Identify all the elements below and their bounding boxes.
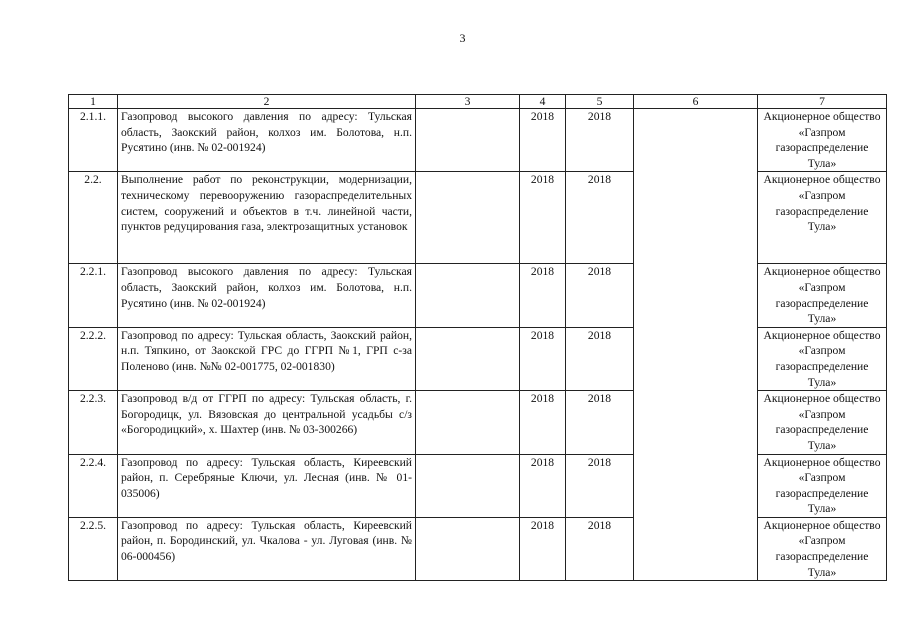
row-description: Газопровод высокого давления по адресу: Тульская область, Заокский район, колхоз им. Болотова, н.п. Русятино (инв. № 02-001924): [118, 109, 416, 172]
table-row: [69, 109, 887, 172]
row-number: 2.1.1.: [69, 109, 118, 172]
row-number: 2.2.5.: [69, 517, 118, 580]
row-description: Газопровод высокого давления по адресу: Тульская область, Заокский район, колхоз им. Болотова, н.п. Русятино (инв. № 02-001924): [118, 264, 416, 327]
row-description: Газопровод по адресу: Тульская область, Киреевский район, п. Бородинский, ул. Чкалова - ул. Луговая (инв. № 06-000456): [118, 517, 416, 580]
row-number: 2.2.2.: [69, 327, 118, 390]
document-table: [68, 94, 887, 581]
table-header-row: [69, 95, 887, 109]
row-number: 2.2.3.: [69, 391, 118, 454]
row-organization: Акционерное общество «Газпром газораспределение Тула»: [758, 172, 887, 264]
row-end-year: 2018: [566, 109, 634, 172]
row-organization: Акционерное общество «Газпром газораспределение Тула»: [758, 391, 887, 454]
row-col6: [634, 172, 758, 264]
row-end-year: 2018: [566, 264, 634, 327]
table-row: [69, 517, 887, 580]
table-row: [69, 264, 887, 327]
row-end-year: 2018: [566, 454, 634, 517]
row-col3: [416, 264, 520, 327]
row-col6: [634, 517, 758, 580]
row-col3: [416, 172, 520, 264]
row-col6: [634, 327, 758, 390]
header-cell: 6: [634, 95, 758, 109]
row-start-year: 2018: [520, 517, 566, 580]
table-row: [69, 327, 887, 390]
row-start-year: 2018: [520, 391, 566, 454]
row-start-year: 2018: [520, 109, 566, 172]
row-col6: [634, 109, 758, 172]
table-row: [69, 454, 887, 517]
table-row: [69, 391, 887, 454]
row-description: Газопровод по адресу: Тульская область, Заокский район, н.п. Тяпкино, от Заокской ГРС до ГГРП №1, ГРП с-за Поленово (инв. №№ 02-001775, 02-001830): [118, 327, 416, 390]
row-number: 2.2.1.: [69, 264, 118, 327]
row-organization: Акционерное общество «Газпром газораспределение Тула»: [758, 264, 887, 327]
row-end-year: 2018: [566, 391, 634, 454]
table-row: [69, 172, 887, 264]
row-description: Газопровод в/д от ГГРП по адресу: Тульская область, г. Богородицк, ул. Вязовская до центральной усадьбы с/з «Богородицкий», х. Шахтер (инв. № 03-300266): [118, 391, 416, 454]
row-col3: [416, 454, 520, 517]
header-cell: 2: [118, 95, 416, 109]
row-end-year: 2018: [566, 172, 634, 264]
row-organization: Акционерное общество «Газпром газораспределение Тула»: [758, 109, 887, 172]
row-end-year: 2018: [566, 327, 634, 390]
row-col3: [416, 517, 520, 580]
row-col3: [416, 391, 520, 454]
row-col3: [416, 327, 520, 390]
row-organization: Акционерное общество «Газпром газораспределение Тула»: [758, 327, 887, 390]
row-end-year: 2018: [566, 517, 634, 580]
row-start-year: 2018: [520, 327, 566, 390]
row-description: Газопровод по адресу: Тульская область, Киреевский район, п. Серебряные Ключи, ул. Лесная (инв. № 01-035006): [118, 454, 416, 517]
row-start-year: 2018: [520, 454, 566, 517]
row-number: 2.2.: [69, 172, 118, 264]
row-col6: [634, 264, 758, 327]
row-number: 2.2.4.: [69, 454, 118, 517]
row-organization: Акционерное общество «Газпром газораспределение Тула»: [758, 517, 887, 580]
header-cell: 4: [520, 95, 566, 109]
row-description: Выполнение работ по реконструкции, модернизации, техническому перевооружению газораспределительных систем, сооружений и объектов в т.ч. линейной части, пунктов редуцирования газа, электрозащитных установок: [118, 172, 416, 264]
row-organization: Акционерное общество «Газпром газораспределение Тула»: [758, 454, 887, 517]
header-cell: 1: [69, 95, 118, 109]
row-start-year: 2018: [520, 172, 566, 264]
page-number: 3: [459, 31, 466, 45]
row-col6: [634, 391, 758, 454]
header-cell: 7: [758, 95, 887, 109]
row-col3: [416, 109, 520, 172]
header-cell: 5: [566, 95, 634, 109]
row-col6: [634, 454, 758, 517]
header-cell: 3: [416, 95, 520, 109]
row-start-year: 2018: [520, 264, 566, 327]
